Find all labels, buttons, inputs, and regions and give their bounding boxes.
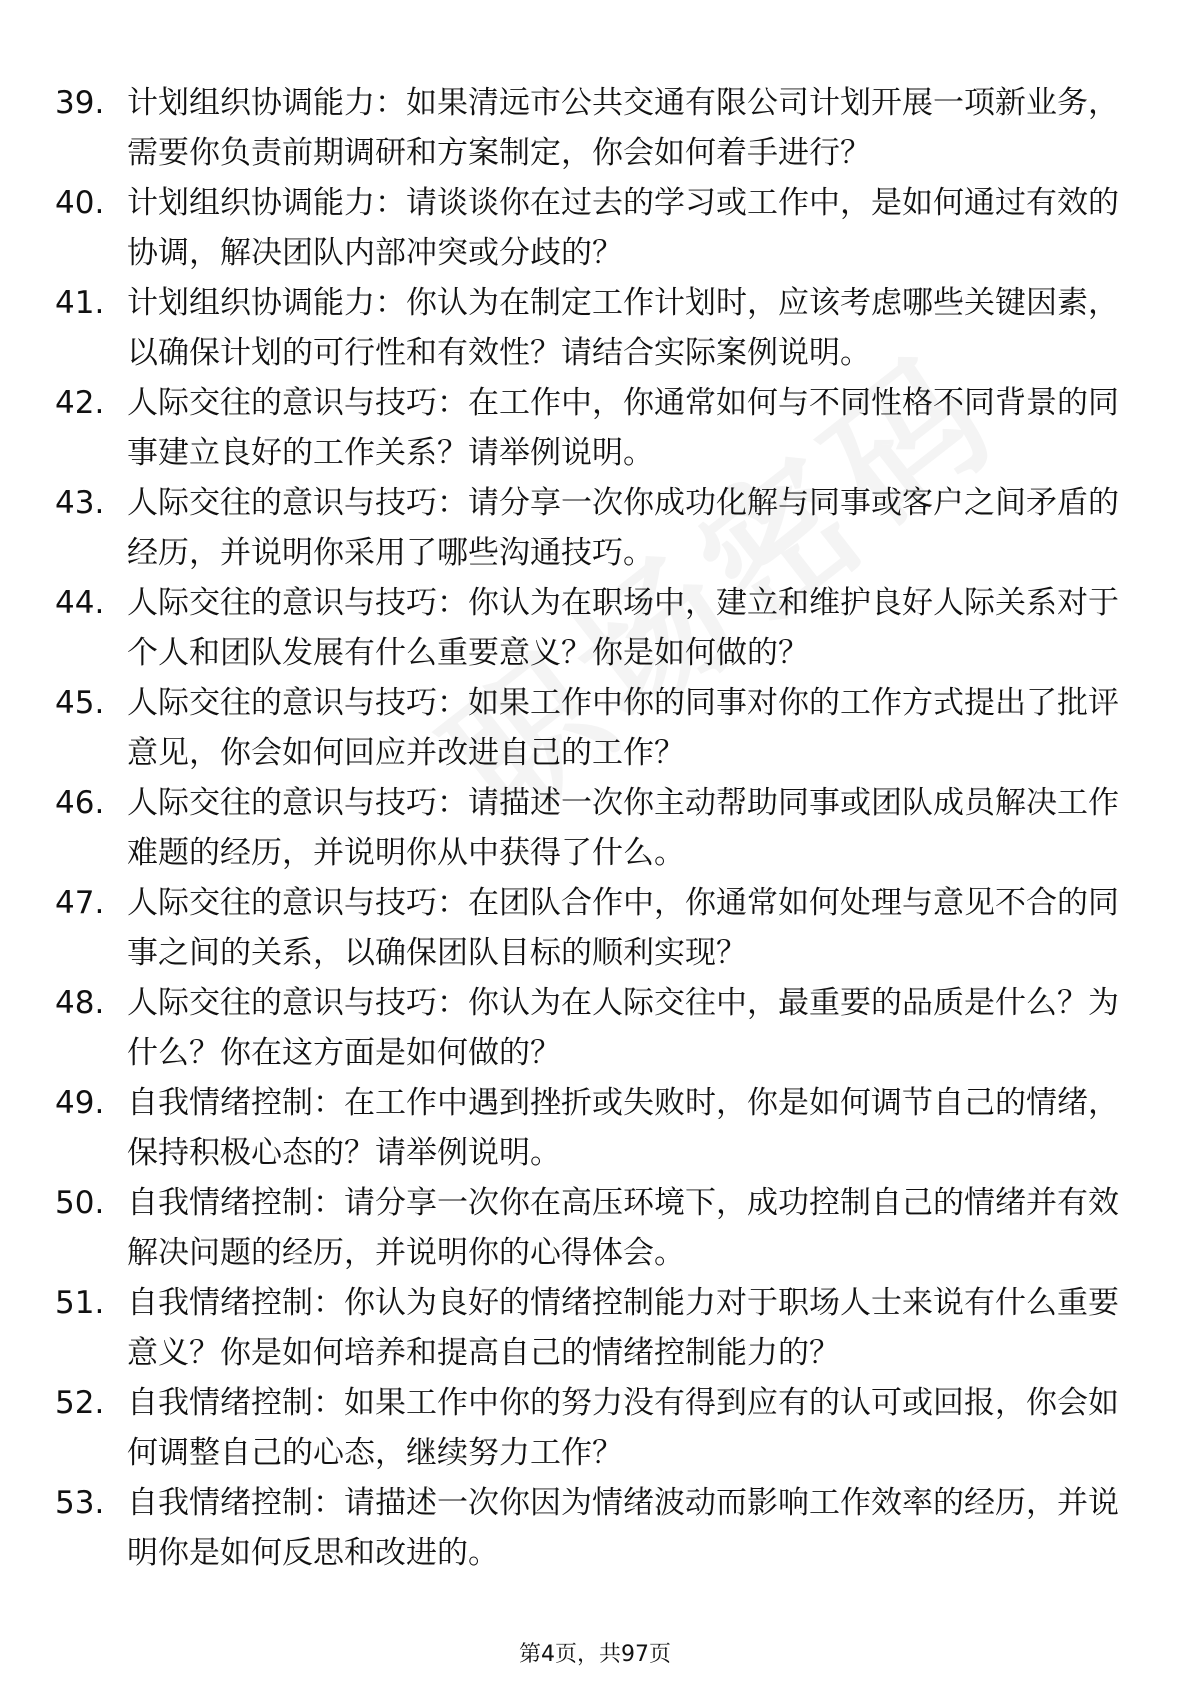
list-item	[55, 978, 1135, 1078]
item-number: 51.	[55, 1285, 105, 1321]
item-number: 47.	[55, 885, 105, 921]
item-text: 自我情绪控制：请分享一次你在高压环境下，成功控制自己的情绪并有效解决问题的经历，并说明你的心得体会。	[127, 1185, 1119, 1271]
item-text: 人际交往的意识与技巧：你认为在职场中，建立和维护良好人际关系对于个人和团队发展有什么重要意义？你是如何做的？	[127, 585, 1119, 671]
item-text: 人际交往的意识与技巧：你认为在人际交往中，最重要的品质是什么？为什么？你在这方面是如何做的？	[127, 985, 1119, 1071]
item-text: 计划组织协调能力：请谈谈你在过去的学习或工作中，是如何通过有效的协调，解决团队内部冲突或分歧的？	[127, 185, 1119, 271]
list-item	[55, 278, 1135, 378]
list-item	[55, 778, 1135, 878]
list-item	[55, 1278, 1135, 1378]
item-number: 40.	[55, 185, 105, 221]
item-text: 自我情绪控制：你认为良好的情绪控制能力对于职场人士来说有什么重要意义？你是如何培养和提高自己的情绪控制能力的？	[127, 1285, 1119, 1371]
item-text: 人际交往的意识与技巧：请分享一次你成功化解与同事或客户之间矛盾的经历，并说明你采用了哪些沟通技巧。	[127, 485, 1119, 571]
list-item	[55, 878, 1135, 978]
item-number: 53.	[55, 1485, 105, 1521]
list-item	[55, 1378, 1135, 1478]
item-text: 人际交往的意识与技巧：如果工作中你的同事对你的工作方式提出了批评意见，你会如何回应并改进自己的工作？	[127, 685, 1119, 771]
list-item	[55, 578, 1135, 678]
item-number: 42.	[55, 385, 105, 421]
list-item	[55, 78, 1135, 178]
item-text: 人际交往的意识与技巧：请描述一次你主动帮助同事或团队成员解决工作难题的经历，并说明你从中获得了什么。	[127, 785, 1119, 871]
item-number: 49.	[55, 1085, 105, 1121]
list-item	[55, 1078, 1135, 1178]
question-list	[55, 78, 1135, 1578]
item-number: 46.	[55, 785, 105, 821]
item-number: 41.	[55, 285, 105, 321]
list-item	[55, 678, 1135, 778]
item-number: 48.	[55, 985, 105, 1021]
item-text: 计划组织协调能力：你认为在制定工作计划时，应该考虑哪些关键因素，以确保计划的可行性和有效性？请结合实际案例说明。	[127, 285, 1119, 371]
list-item	[55, 1178, 1135, 1278]
item-text: 计划组织协调能力：如果清远市公共交通有限公司计划开展一项新业务，需要你负责前期调研和方案制定，你会如何着手进行？	[127, 85, 1119, 171]
list-item	[55, 378, 1135, 478]
item-text: 自我情绪控制：请描述一次你因为情绪波动而影响工作效率的经历，并说明你是如何反思和改进的。	[127, 1485, 1119, 1571]
item-number: 52.	[55, 1385, 105, 1421]
page-footer: 第4页，共97页	[519, 1642, 671, 1667]
item-number: 45.	[55, 685, 105, 721]
item-text: 人际交往的意识与技巧：在工作中，你通常如何与不同性格不同背景的同事建立良好的工作关系？请举例说明。	[127, 385, 1119, 471]
list-item	[55, 478, 1135, 578]
item-number: 39.	[55, 85, 105, 121]
item-number: 43.	[55, 485, 105, 521]
item-number: 44.	[55, 585, 105, 621]
list-item	[55, 178, 1135, 278]
item-text: 自我情绪控制：如果工作中你的努力没有得到应有的认可或回报，你会如何调整自己的心态，继续努力工作？	[127, 1385, 1119, 1471]
list-item	[55, 1478, 1135, 1578]
item-text: 人际交往的意识与技巧：在团队合作中，你通常如何处理与意见不合的同事之间的关系，以确保团队目标的顺利实现？	[127, 885, 1119, 971]
item-number: 50.	[55, 1185, 105, 1221]
item-text: 自我情绪控制：在工作中遇到挫折或失败时，你是如何调节自己的情绪，保持积极心态的？请举例说明。	[127, 1085, 1119, 1171]
